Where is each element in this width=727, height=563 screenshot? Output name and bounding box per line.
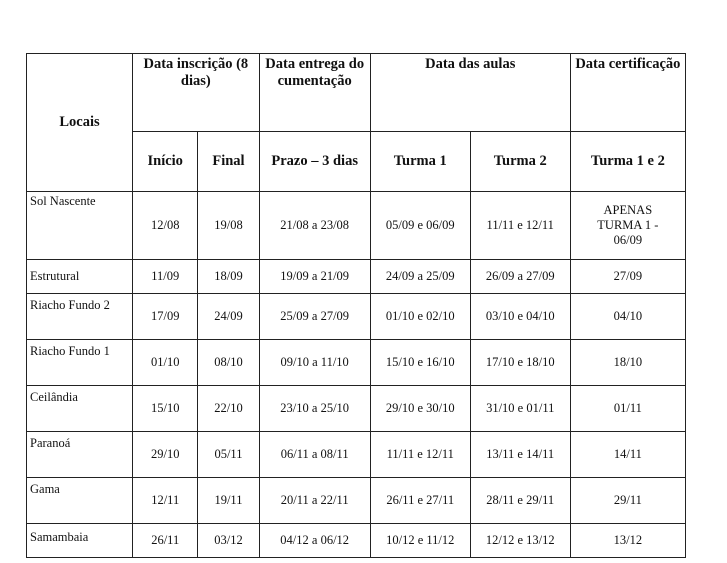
cell-prazo: 06/11 a 08/11 [259, 432, 370, 478]
cell-certificacao: 13/12 [570, 524, 685, 558]
table-row [27, 260, 686, 294]
cell-local: Riacho Fundo 1 [27, 340, 133, 386]
cell-prazo: 23/10 a 25/10 [259, 386, 370, 432]
cell-certificacao: 18/10 [570, 340, 685, 386]
cell-local: Ceilândia [27, 386, 133, 432]
cell-inicio: 11/09 [133, 260, 198, 294]
cell-final: 08/10 [198, 340, 259, 386]
cell-local: Gama [27, 478, 133, 524]
cell-prazo: 09/10 a 11/10 [259, 340, 370, 386]
cell-certificacao: 14/11 [570, 432, 685, 478]
cell-turma-2: 31/10 e 01/11 [470, 386, 570, 432]
cell-certificacao: 04/10 [570, 294, 685, 340]
cell-turma-1: 11/11 e 12/11 [370, 432, 470, 478]
table-row [27, 386, 686, 432]
cell-turma-1: 05/09 e 06/09 [370, 192, 470, 260]
cell-prazo: 20/11 a 22/11 [259, 478, 370, 524]
cell-inicio: 12/11 [133, 478, 198, 524]
cell-final: 03/12 [198, 524, 259, 558]
cell-prazo: 04/12 a 06/12 [259, 524, 370, 558]
header-data-certificacao: Data certificação [570, 54, 685, 132]
table-row [27, 478, 686, 524]
cell-turma-2: 11/11 e 12/11 [470, 192, 570, 260]
cell-inicio: 15/10 [133, 386, 198, 432]
schedule-table [26, 53, 686, 558]
header-row-1 [27, 54, 686, 132]
cell-turma-1: 26/11 e 27/11 [370, 478, 470, 524]
cell-local: Sol Nascente [27, 192, 133, 260]
cell-turma-1: 24/09 a 25/09 [370, 260, 470, 294]
cell-turma-2: 26/09 a 27/09 [470, 260, 570, 294]
cell-final: 24/09 [198, 294, 259, 340]
table-row [27, 294, 686, 340]
cell-certificacao: 01/11 [570, 386, 685, 432]
cell-turma-2: 28/11 e 29/11 [470, 478, 570, 524]
header-turma-2: Turma 2 [470, 132, 570, 192]
table-row [27, 340, 686, 386]
cell-local: Estrutural [27, 260, 133, 294]
cell-prazo: 21/08 a 23/08 [259, 192, 370, 260]
cell-prazo: 25/09 a 27/09 [259, 294, 370, 340]
cell-local: Paranoá [27, 432, 133, 478]
cell-turma-1: 15/10 e 16/10 [370, 340, 470, 386]
cell-inicio: 26/11 [133, 524, 198, 558]
cell-inicio: 12/08 [133, 192, 198, 260]
cell-local: Samambaia [27, 524, 133, 558]
header-inicio: Início [133, 132, 198, 192]
cell-certificacao: APENAS TURMA 1 - 06/09 [570, 192, 685, 260]
cell-turma-1: 29/10 e 30/10 [370, 386, 470, 432]
table-row [27, 192, 686, 260]
cell-turma-1: 01/10 e 02/10 [370, 294, 470, 340]
header-data-entrega: Data entrega documentação [259, 54, 370, 132]
cell-turma-2: 17/10 e 18/10 [470, 340, 570, 386]
header-locais: Locais [27, 54, 133, 192]
cell-final: 18/09 [198, 260, 259, 294]
header-final: Final [198, 132, 259, 192]
table-row [27, 524, 686, 558]
cell-turma-2: 12/12 e 13/12 [470, 524, 570, 558]
cell-inicio: 01/10 [133, 340, 198, 386]
header-prazo: Prazo – 3 dias [259, 132, 370, 192]
cell-certificacao: 27/09 [570, 260, 685, 294]
header-data-inscricao: Data inscrição (8 dias) [133, 54, 260, 132]
cell-turma-2: 13/11 e 14/11 [470, 432, 570, 478]
cell-final: 05/11 [198, 432, 259, 478]
cell-turma-2: 03/10 e 04/10 [470, 294, 570, 340]
cell-local: Riacho Fundo 2 [27, 294, 133, 340]
table-row [27, 432, 686, 478]
cell-inicio: 29/10 [133, 432, 198, 478]
cell-inicio: 17/09 [133, 294, 198, 340]
cell-final: 19/08 [198, 192, 259, 260]
cell-prazo: 19/09 a 21/09 [259, 260, 370, 294]
header-data-aulas: Data das aulas [370, 54, 570, 132]
cell-certificacao: 29/11 [570, 478, 685, 524]
cell-final: 22/10 [198, 386, 259, 432]
cell-turma-1: 10/12 e 11/12 [370, 524, 470, 558]
header-turma-1: Turma 1 [370, 132, 470, 192]
header-turma-1-e-2: Turma 1 e 2 [570, 132, 685, 192]
cell-final: 19/11 [198, 478, 259, 524]
